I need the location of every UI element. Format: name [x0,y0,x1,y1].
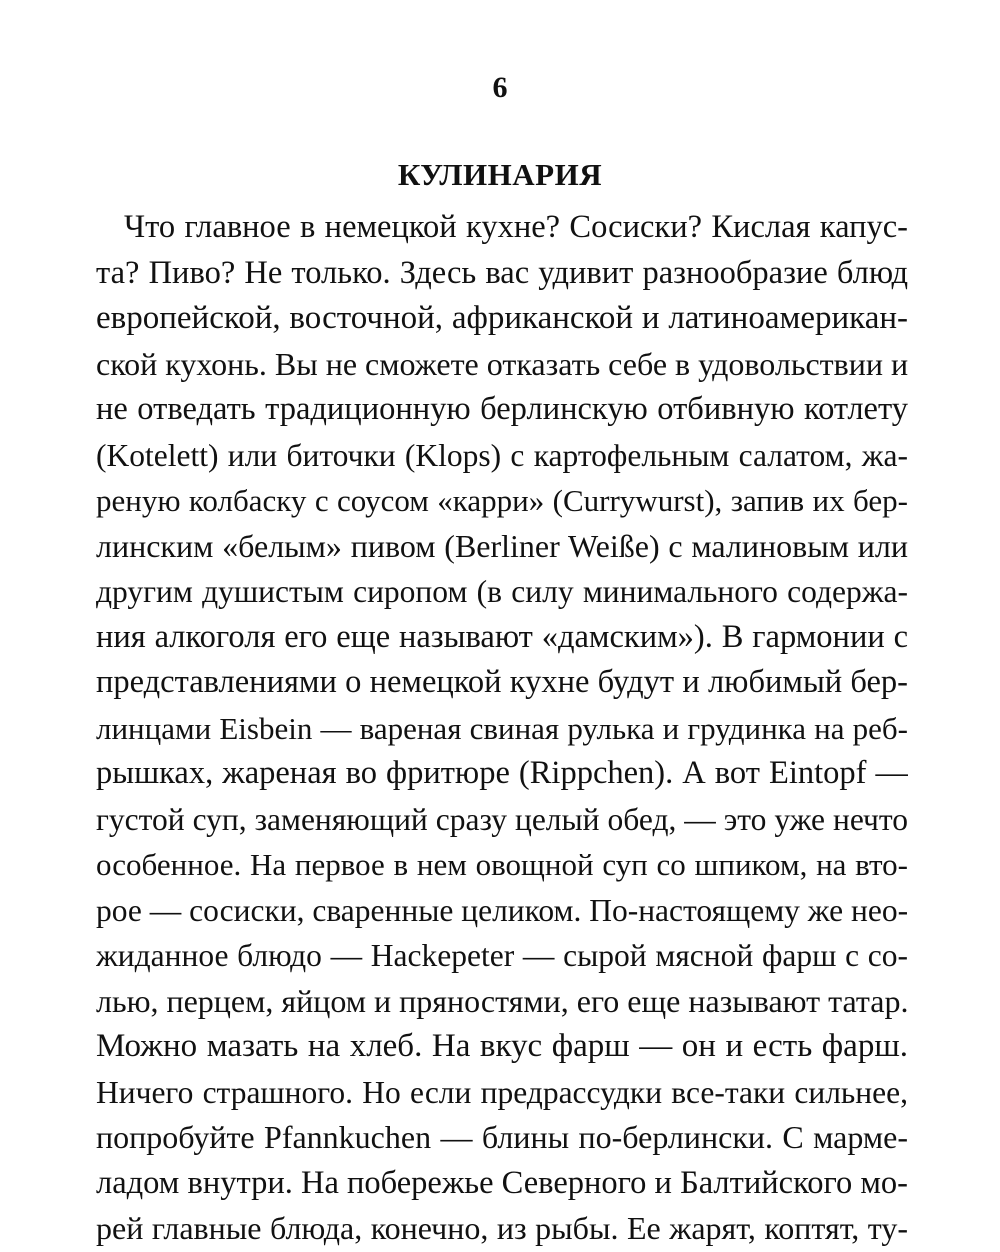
text-line: Что главное в немецкой кухне? Сосиски? Кислая капус- [124,209,908,245]
text-line: рей главные блюда, конечно, из рыбы. Ее жарят, коптят, ту- [96,1210,908,1246]
text-line: (Kotelett) или биточки (Klops) с картофельным салатом, жа- [96,437,908,473]
text-line: реную колбаску с соусом «карри» (Currywurst), запив их бер- [96,483,908,518]
body-text [96,205,908,1252]
text-line: представлениями о немецкой кухне будут и любимый бер- [96,664,908,700]
text-line: жиданное блюдо — Hackepeter — сырой мясной фарш с со- [96,938,908,973]
text-line: ладом внутри. На побережье Северного и Балтийского мо- [96,1164,908,1201]
text-line: линским «белым» пивом (Berliner Weiße) с малиновым или [96,527,908,564]
text-line: ния алкоголя его еще называют «дамским»). В гармонии с [96,618,908,655]
text-line: попробуйте Pfannkuchen — блины по-берлински. С марме- [96,1119,908,1155]
text-line: ской кухонь. Вы не сможете отказать себе в удовольствии и [96,345,908,382]
text-line: линцами Eisbein — вареная свиная рулька и грудинка на реб- [96,710,908,746]
text-line: та? Пиво? Не только. Здесь вас удивит разнообразие блюд [96,254,908,291]
text-line: Можно мазать на хлеб. На вкус фарш — он и есть фарш. [96,1028,908,1064]
text-line: Ничего страшного. Но если предрассудки все-таки сильнее, [96,1074,908,1110]
text-line: европейской, восточной, африканской и латиноамерикан- [96,300,908,336]
text-line: лью, перцем, яйцом и пряностями, его еще называют татар. [96,982,908,1019]
text-line: другим душистым сиропом (в силу минимального содержа- [96,574,908,609]
text-line: особенное. На первое в нем овощной суп со шпиком, на вто- [96,847,908,882]
text-line: не отведать традиционную берлинскую отбивную котлету [96,391,908,427]
section-heading: КУЛИНАРИЯ [397,157,603,192]
text-line: рышках, жареная во фритюре (Rippchen). А вот Eintopf — [96,755,908,791]
text-line: рое — сосиски, сваренные целиком. По-настоящему же нео- [96,892,908,928]
text-line: густой суп, заменяющий сразу целый обед, — это уже нечто [96,801,908,837]
page-number: 6 [492,71,508,104]
